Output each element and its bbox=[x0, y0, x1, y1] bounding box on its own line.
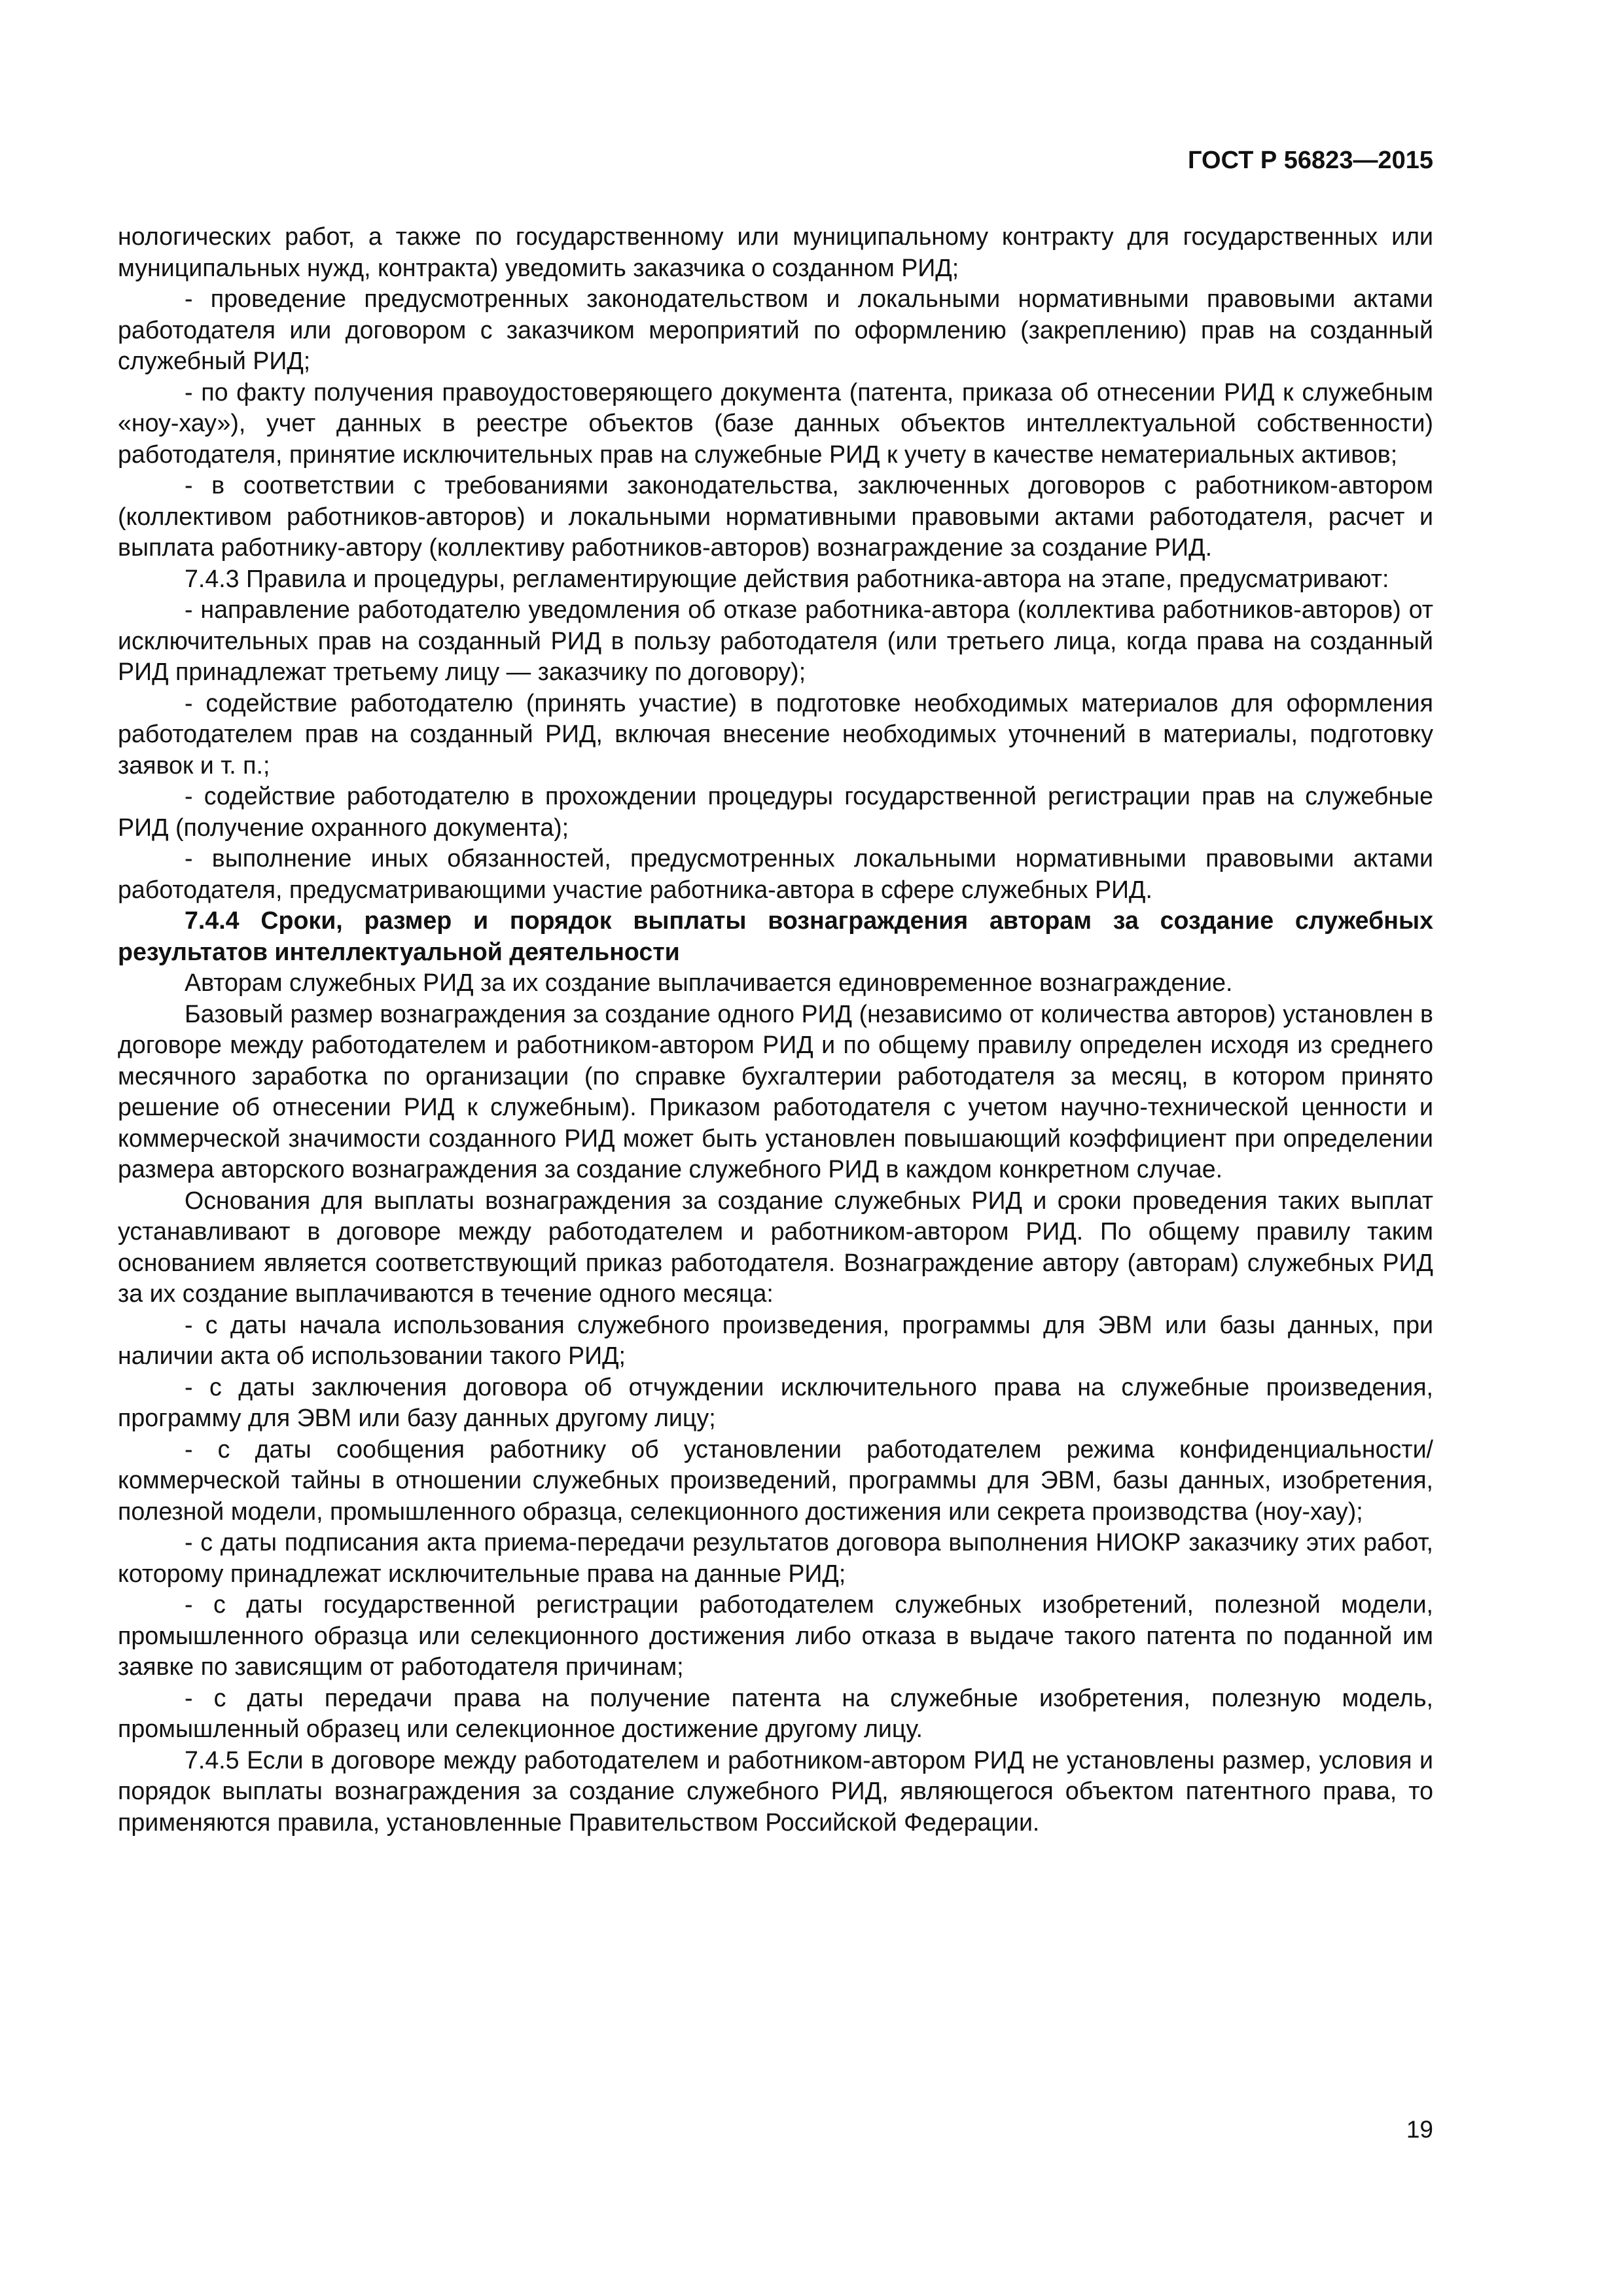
document-header-standard-number: ГОСТ Р 56823—2015 bbox=[1188, 147, 1433, 174]
list-item-confidentiality: - с даты сообщения работнику об установлении работодателем режима конфиденциальности/ коммерческой тайны в отношении служебных произведений, программы для ЭВМ, базы данных, изобретения, полезной модели, промышленного образца, селекционного достижения или секрета производства (ноу-хау); bbox=[118, 1435, 1433, 1525]
paragraph-payment-grounds: Основания для выплаты вознаграждения за создание служебных РИД и сроки проведения таких выплат устанавливают в договоре между работодателем и работником-автором РИД. По общему правилу таким основанием является соответствующий приказ работодателя. Вознаграждение автору (авторам) служебных РИД за их создание выплачиваются в течение одного месяца: bbox=[118, 1186, 1433, 1307]
list-item-registration-measures: - проведение предусмотренных законодательством и локальными нормативными правовыми актами работодателя или договором с заказчиком мероприятий по оформлению (закреплению) прав на созданный служебный РИД; bbox=[118, 285, 1433, 374]
list-item-assist-registration: - содействие работодателю в прохождении процедуры государственной регистрации прав на служебные РИД (получение охранного документа); bbox=[118, 782, 1433, 841]
list-item-waiver-notice: - направление работодателю уведомления об отказе работника-автора (коллектива работников-авторов) от исключительных прав на созданный РИД в пользу работодателя (или третьего лица, когда права на созданный РИД принадлежат третьему лицу — заказчику по договору); bbox=[118, 596, 1433, 685]
paragraph-continuation: нологических работ, а также по государственному или муниципальному контракту для государственных или муниципальных нужд, контракта) уведомить заказчика о созданном РИД; bbox=[118, 223, 1433, 281]
list-item-acceptance-act: - с даты подписания акта приема-передачи результатов договора выполнения НИОКР заказчику этих работ, которому принадлежат исключительные права на данные РИД; bbox=[118, 1528, 1433, 1587]
list-item-patent-transfer: - с даты передачи права на получение патента на служебные изобретения, полезную модель, промышленный образец или селекционное достижение другому лицу. bbox=[118, 1683, 1433, 1742]
paragraph-lump-sum: Авторам служебных РИД за их создание выплачивается единовременное вознаграждение. bbox=[185, 969, 1233, 996]
document-body bbox=[118, 221, 1433, 1838]
list-item-start-of-use: - с даты начала использования служебного произведения, программы для ЭВМ или базы данных, при наличии акта об использовании такого РИД; bbox=[118, 1310, 1433, 1369]
page-number: 19 bbox=[1406, 2116, 1433, 2143]
list-item-state-registration: - с даты государственной регистрации работодателем служебных изобретений, полезной модели, промышленного образца или селекционного достижения либо отказа в выдаче такого патента по поданной им заявке по зависящим от работодателя причинам; bbox=[118, 1590, 1433, 1680]
list-item-other-duties: - выполнение иных обязанностей, предусмотренных локальными нормативными правовыми актами работодателя, предусматривающими участие работника-автора в сфере служебных РИД. bbox=[118, 844, 1433, 903]
paragraph-base-amount: Базовый размер вознаграждения за создание одного РИД (независимо от количества авторов) установлен в договоре между работодателем и работником-автором РИД и по общему правилу определен исходя из среднего месячного заработка по организации (по справке бухгалтерии работодателя за месяц, в котором принято решение об отнесении РИД к служебным). Приказом работодателя с учетом научно-технической ценности и коммерческой значимости созданного РИД может быть установлен повышающий коэффициент при определении размера авторского вознаграждения за создание служебного РИД в каждом конкретном случае. bbox=[118, 999, 1433, 1183]
list-item-assist-materials: - содействие работодателю (принять участие) в подготовке необходимых материалов для оформления работодателем прав на созданный РИД, включая внесение необходимых уточнений в материалы, подготовку заявок и т. п.; bbox=[118, 689, 1433, 779]
clause-7-4-3: 7.4.3 Правила и процедуры, регламентирующие действия работника-автора на этапе, предусматривают: bbox=[185, 564, 1389, 592]
clause-7-4-5: 7.4.5 Если в договоре между работодателем и работником-автором РИД не установлены размер, условия и порядок выплаты вознаграждения за создание служебного РИД, являющегося объектом патентного права, то применяются правила, установленные Правительством Российской Федерации. bbox=[118, 1746, 1433, 1836]
list-item-remuneration-payment: - в соответствии с требованиями законодательства, заключенных договоров с работником-автором (коллективом работников-авторов) и локальными нормативными правовыми актами работодателя, расчет и выплата работнику-автору (коллективу работников-авторов) вознаграждение за создание РИД. bbox=[118, 471, 1433, 561]
list-item-accounting: - по факту получения правоудостоверяющего документа (патента, приказа об отнесении РИД к служебным «ноу-хау»), учет данных в реестре объектов (базе данных объектов интеллектуальной собственности) работодателя, принятие исключительных прав на служебные РИД к учету в качестве нематериальных активов; bbox=[118, 378, 1433, 468]
list-item-alienation-contract: - с даты заключения договора об отчуждении исключительного права на служебные произведения, программу для ЭВМ или базу данных другому лицу; bbox=[118, 1372, 1433, 1431]
section-heading-7-4-4: 7.4.4 Сроки, размер и порядок выплаты вознаграждения авторам за создание служебных результатов интеллектуальной деятельности bbox=[118, 906, 1433, 965]
